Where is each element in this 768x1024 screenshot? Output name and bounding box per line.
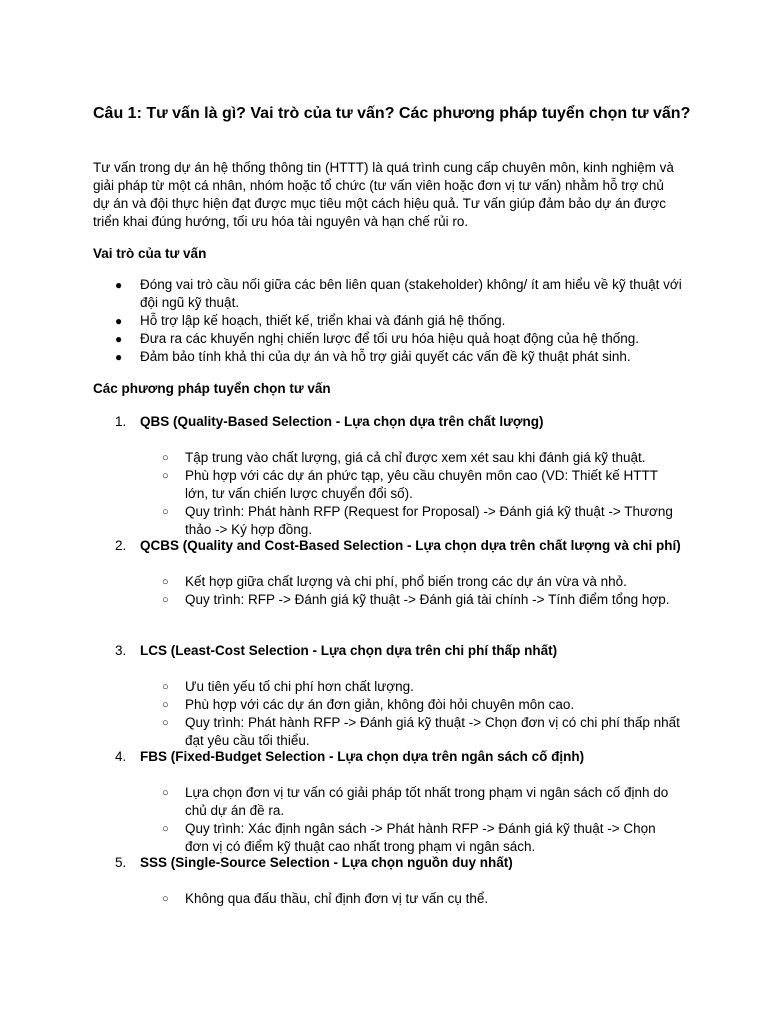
circle-bullet-icon: ○ [162,717,169,729]
method-sublist [93,678,683,750]
list-item: ○ Lựa chọn đơn vị tư vấn có giải pháp tốt nhất trong phạm vi ngân sách cố định do chủ dự án đề ra. [162,785,669,818]
method-number: 4. [115,749,127,764]
method-number: 5. [115,855,127,870]
circle-bullet-icon: ○ [162,699,169,711]
list-item: ○ Quy trình: Phát hành RFP -> Đánh giá kỹ thuật -> Chọn đơn vị có chi phí thấp nhất đạt yêu cầu tối thiểu. [162,715,680,748]
bullet-icon: ● [115,332,123,346]
list-item: ○ Không qua đấu thầu, chỉ định đơn vị tư vấn cụ thể. [162,891,489,906]
roles-heading: Vai trò của tư vấn [93,246,207,261]
list-item: ● Đóng vai trò cầu nối giữa các bên liên quan (stakeholder) không/ ít am hiểu về kỹ thuật với đội ngũ kỹ thuật. [115,277,682,310]
circle-bullet-icon: ○ [162,681,169,693]
circle-bullet-icon: ○ [162,787,169,799]
list-item: ○ Quy trình: Phát hành RFP (Request for Proposal) -> Đánh giá kỹ thuật -> Thương thảo -> Ký hợp đồng. [162,504,673,537]
circle-bullet-icon: ○ [162,893,169,905]
bullet-icon: ● [115,314,123,328]
method-number: 2. [115,538,127,553]
method-title: QBS (Quality-Based Selection - Lựa chọn dựa trên chất lượng) [140,414,544,429]
methods-heading: Các phương pháp tuyển chọn tư vấn [93,381,331,396]
circle-bullet-icon: ○ [162,576,169,588]
circle-bullet-icon: ○ [162,594,169,606]
method-item-lcs [93,642,683,750]
method-sublist [93,573,683,609]
method-title: SSS (Single-Source Selection - Lựa chọn nguồn duy nhất) [140,855,513,870]
circle-bullet-icon: ○ [162,452,169,464]
list-item: ● Đảm bảo tính khả thi của dự án và hỗ trợ giải quyết các vấn đề kỹ thuật phát sinh. [115,349,631,364]
list-item: ● Hỗ trợ lập kế hoạch, thiết kế, triển khai và đánh giá hệ thống. [115,313,506,328]
method-item-fbs [93,748,683,856]
method-item-qcbs [93,537,683,609]
method-number: 3. [115,643,127,658]
method-sublist [93,890,683,908]
bullet-icon: ● [115,350,123,364]
list-item: ○ Phù hợp với các dự án phức tạp, yêu cầu chuyên môn cao (VD: Thiết kế HTTT lớn, tư vấn chiến lược chuyển đổi số). [162,468,658,501]
list-item: ○ Phù hợp với các dự án đơn giản, không đòi hỏi chuyên môn cao. [162,697,575,712]
list-item: ○ Tập trung vào chất lượng, giá cả chỉ được xem xét sau khi đánh giá kỹ thuật. [162,450,646,465]
intro-paragraph: Tư vấn trong dự án hệ thống thông tin (HTTT) là quá trình cung cấp chuyên môn, kinh nghiệm và giải pháp từ một cá nhân, nhóm hoặc tổ chức (tư vấn viên hoặc đơn vị tư vấn) nhằm hỗ trợ chủ dự án và đội thực hiện đạt được mục tiêu một cách hiệu quả. Tư vấn giúp đảm bảo dự án được triển khai đúng hướng, tối ưu hóa tài nguyên và hạn chế rủi ro. [93,160,674,229]
method-sublist [93,449,683,539]
circle-bullet-icon: ○ [162,823,169,835]
list-item: ○ Quy trình: Xác định ngân sách -> Phát hành RFP -> Đánh giá kỹ thuật -> Chọn đơn vị có điểm kỹ thuật cao nhất trong phạm vi ngân sách. [162,821,656,854]
circle-bullet-icon: ○ [162,506,169,518]
method-item-sss [93,854,683,908]
method-item-qbs [93,413,683,539]
list-item: ○ Quy trình: RFP -> Đánh giá kỹ thuật -> Đánh giá tài chính -> Tính điểm tổng hợp. [162,592,670,607]
circle-bullet-icon: ○ [162,470,169,482]
list-item: ○ Ưu tiên yếu tố chi phí hơn chất lượng. [162,679,414,694]
method-number: 1. [115,414,127,429]
method-title: QCBS (Quality and Cost-Based Selection - Lựa chọn dựa trên chất lượng và chi phí) [140,538,681,553]
question-title: Câu 1: Tư vấn là gì? Vai trò của tư vấn? Các phương pháp tuyển chọn tư vấn? [93,105,691,122]
list-item: ○ Kết hợp giữa chất lượng và chi phí, phổ biến trong các dự án vừa và nhỏ. [162,574,627,589]
method-title: LCS (Least-Cost Selection - Lựa chọn dựa trên chi phí thấp nhất) [140,643,558,658]
list-item: ● Đưa ra các khuyến nghị chiến lược để tối ưu hóa hiệu quả hoạt động của hệ thống. [115,331,640,346]
method-title: FBS (Fixed-Budget Selection - Lựa chọn dựa trên ngân sách cố định) [140,749,585,764]
method-sublist [93,784,683,856]
roles-list [93,276,683,366]
bullet-icon: ● [115,278,123,292]
